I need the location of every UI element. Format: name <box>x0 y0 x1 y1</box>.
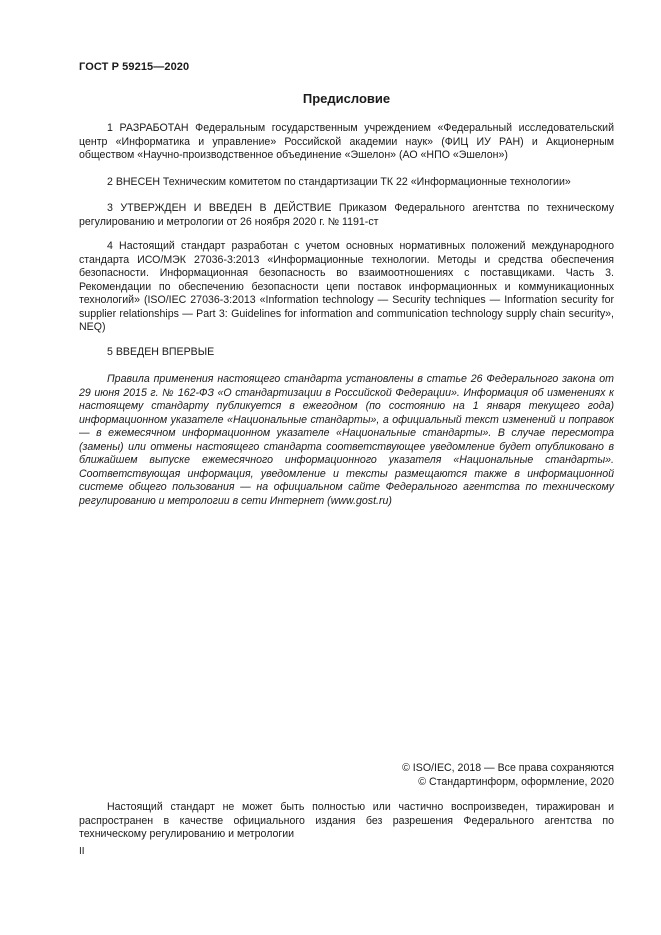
copyright-iso: © ISO/IEC, 2018 — Все права сохраняются <box>402 762 614 774</box>
foreword-paragraph-4: 4 Настоящий стандарт разработан с учетом основных нормативных положений международного стандарта ИСО/МЭК 27036-3:2013 «Информационные технологии. Методы и средства обеспечения безопасности. Информационная безопасность во взаимоотношениях с поставщиками. Часть 3. Рекомендации по обеспечению безопасности цепи поставок информационных и коммуникационных технологий» (ISO/IEC 27036-3:2013 «Information technology — Security techniques — Information security for supplier relationships — Part 3: Guidelines for information and communication technology supply chain security», NEQ) <box>79 240 614 333</box>
foreword-paragraph-1: 1 РАЗРАБОТАН Федеральным государственным учреждением «Федеральный исследовательский центр «Информатика и управление» Российской академии наук» (ФИЦ ИУ РАН) и Акционерным обществом «Научно-производственное объединение «Эшелон» (АО «НПО «Эшелон») <box>79 122 614 161</box>
page-number: II <box>79 846 85 857</box>
application-rules-notice: Правила применения настоящего стандарта установлены в статье 26 Федерального закона от 29 июня 2015 г. № 162-ФЗ «О стандартизации в Российской Федерации». Информация об изменениях к настоящему стандарту публикуется в ежегодном (по состоянию на 1 января текущего года) информационном указателе «Национальные стандарты», а официальный текст изменений и поправок — в ежемесячном информационном указателе «Национальные стандарты». В случае пересмотра (замены) или отмены настоящего стандарта соответствующее уведомление будет опубликовано в ближайшем выпуске ежемесячного информационного указателя «Национальные стандарты». Соответствующая информация, уведомление и тексты размещаются также в информационной системе общего пользования — на официальном сайте Федерального агентства по техническому регулированию и метрологии в сети Интернет (www.gost.ru) <box>79 373 614 507</box>
foreword-paragraph-2: 2 ВНЕСЕН Техническим комитетом по стандартизации ТК 22 «Информационные технологии» <box>107 176 571 188</box>
document-header: ГОСТ Р 59215—2020 <box>79 61 190 73</box>
copyright-standartinform: © Стандартинформ, оформление, 2020 <box>418 776 614 788</box>
section-title: Предисловие <box>302 91 391 106</box>
reproduction-notice: Настоящий стандарт не может быть полностью или частично воспроизведен, тиражирован и распространен в качестве официального издания без разрешения Федерального агентства по техническому регулированию и метрологии <box>79 801 614 840</box>
foreword-paragraph-5: 5 ВВЕДЕН ВПЕРВЫЕ <box>107 346 215 358</box>
foreword-paragraph-3: 3 УТВЕРЖДЕН И ВВЕДЕН В ДЕЙСТВИЕ Приказом Федерального агентства по техническому регулированию и метрологии от 26 ноября 2020 г. № 1191-ст <box>79 202 614 228</box>
